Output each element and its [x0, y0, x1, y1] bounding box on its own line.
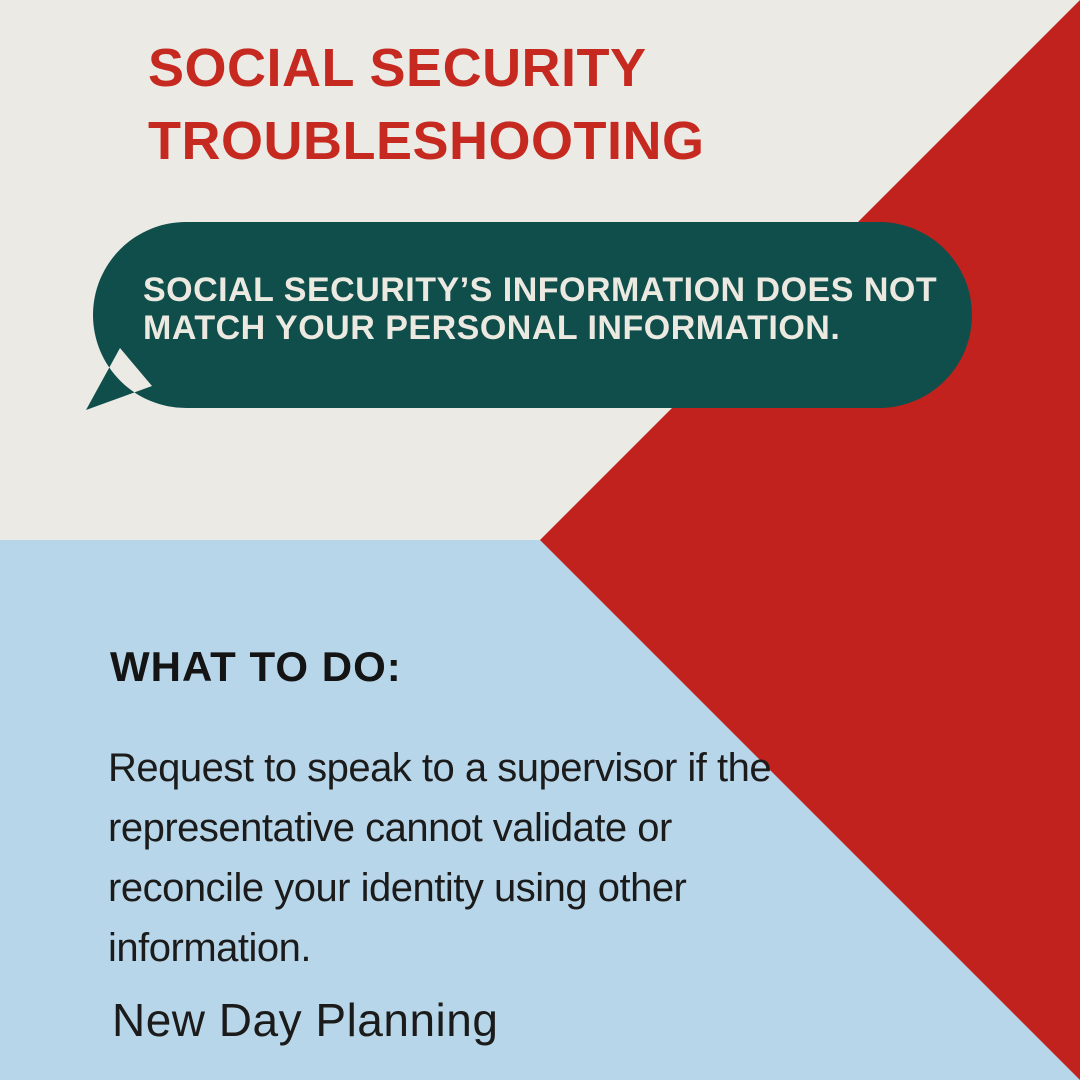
what-to-do-heading: WHAT TO DO:: [110, 643, 402, 690]
body-text-line-3: reconcile your identity using other: [108, 866, 687, 910]
what-to-do-body-text: [108, 738, 771, 978]
speech-bubble-text: [143, 271, 937, 347]
brand-name: New Day Planning: [112, 994, 499, 1046]
speech-bubble-text-line-2: MATCH YOUR PERSONAL INFORMATION.: [143, 309, 841, 347]
body-text-line-4: information.: [108, 926, 311, 970]
body-text-line-1: Request to speak to a supervisor if the: [108, 746, 772, 790]
page-title-line-2: TROUBLESHOOTING: [148, 111, 705, 171]
body-text-line-2: representative cannot validate or: [108, 806, 672, 850]
page-title-line-1: SOCIAL SECURITY: [148, 38, 647, 98]
speech-bubble-text-line-1: SOCIAL SECURITY’S INFORMATION DOES NOT: [143, 271, 938, 309]
page-title: [148, 32, 705, 178]
